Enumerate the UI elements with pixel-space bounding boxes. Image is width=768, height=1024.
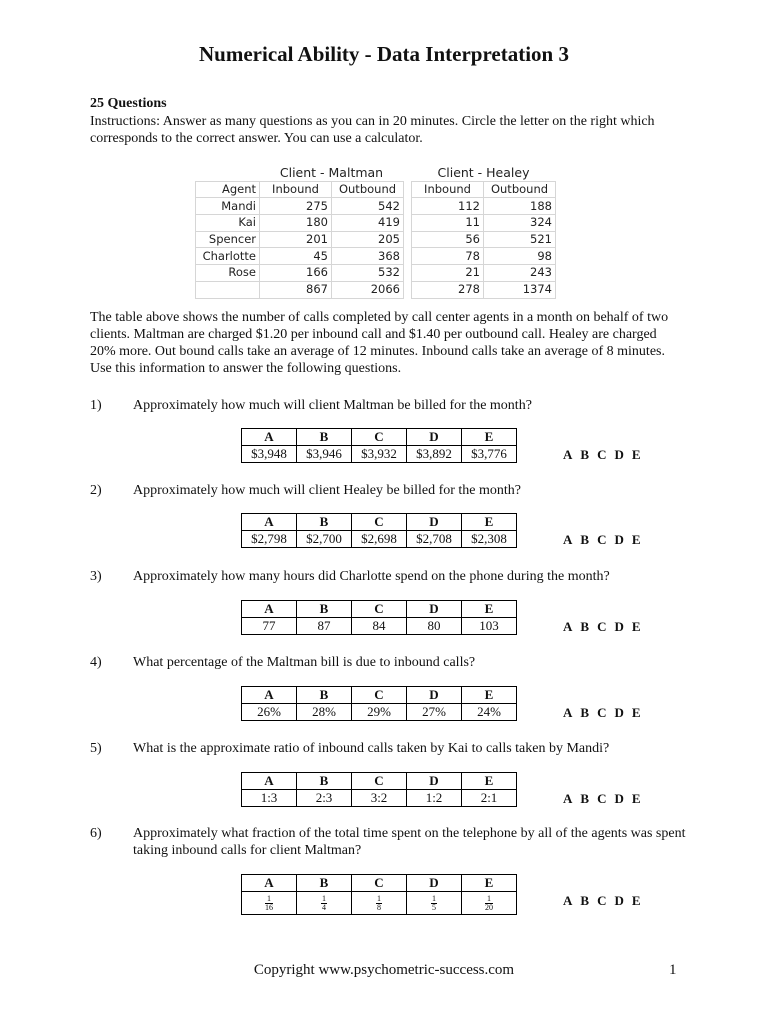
option-value: $3,932 xyxy=(352,446,407,463)
question-text: Approximately how much will client Maltman be billed for the month? xyxy=(133,398,532,413)
value-cell: 521 xyxy=(484,231,556,248)
option-letter: A xyxy=(242,601,297,618)
option-value xyxy=(407,892,462,915)
fraction-numerator: 1 xyxy=(432,893,436,903)
option-letter: D xyxy=(407,429,462,446)
fraction xyxy=(265,895,273,912)
question-number: 3) xyxy=(90,569,102,584)
option-letter: B xyxy=(297,875,352,892)
option-letter: B xyxy=(297,601,352,618)
fraction xyxy=(431,895,437,912)
option-letter: B xyxy=(297,773,352,790)
value-cell: 532 xyxy=(332,265,404,282)
value-cell: 243 xyxy=(484,265,556,282)
value-cell: 180 xyxy=(260,215,332,232)
question-text: Approximately how much will client Healey be billed for the month? xyxy=(133,483,522,498)
question-text: What is the approximate ratio of inbound calls taken by Kai to calls taken by Mandi? xyxy=(133,741,610,756)
answer-letter-c[interactable]: C xyxy=(597,893,607,908)
option-value: 27% xyxy=(407,704,462,721)
fraction-denominator: 5 xyxy=(432,902,436,912)
fraction-numerator: 1 xyxy=(322,893,326,903)
value-cell: 419 xyxy=(332,215,404,232)
option-value: $3,948 xyxy=(242,446,297,463)
option-value xyxy=(297,892,352,915)
answer-choice-letters xyxy=(563,619,649,635)
option-letter: C xyxy=(352,773,407,790)
option-value: $3,892 xyxy=(407,446,462,463)
option-value: 26% xyxy=(242,704,297,721)
option-letter: A xyxy=(242,429,297,446)
answer-letter-b[interactable]: B xyxy=(580,532,590,547)
option-letter: C xyxy=(352,514,407,531)
answer-letter-e[interactable]: E xyxy=(631,447,641,462)
question-number: 4) xyxy=(90,655,102,670)
answer-letter-d[interactable]: D xyxy=(614,532,624,547)
option-letter: E xyxy=(462,687,517,704)
answer-letter-b[interactable]: B xyxy=(580,791,590,806)
value-cell: 867 xyxy=(260,281,332,298)
footer-copyright: Copyright www.psychometric-success.com xyxy=(253,962,515,978)
value-cell: 45 xyxy=(260,248,332,265)
question-number: 2) xyxy=(90,483,102,498)
answer-letter-c[interactable]: C xyxy=(597,619,607,634)
value-cell: 98 xyxy=(484,248,556,265)
option-value: 24% xyxy=(462,704,517,721)
answer-choice-letters xyxy=(563,705,649,721)
option-value xyxy=(242,892,297,915)
value-cell: 1374 xyxy=(484,281,556,298)
value-cell: 368 xyxy=(332,248,404,265)
option-value: 1:3 xyxy=(242,790,297,807)
option-letter: D xyxy=(407,601,462,618)
option-letter: E xyxy=(462,773,517,790)
client-healey-heading: Client - Healey xyxy=(437,165,530,181)
answer-options-table xyxy=(241,600,517,635)
header-cell: Agent xyxy=(196,181,260,198)
fraction-numerator: 1 xyxy=(377,893,381,903)
answer-letter-d[interactable]: D xyxy=(614,619,624,634)
table-row xyxy=(196,198,556,215)
option-letter: B xyxy=(297,514,352,531)
answer-letter-d[interactable]: D xyxy=(614,447,624,462)
option-letter: C xyxy=(352,875,407,892)
table-description: The table above shows the number of calls completed by call center agents in a month on behalf of two clients. Maltman are charged $1.20 per inbound call and $1.40 per outbound call. Healey are charged 20% more. Out bound calls take an average of 12 minutes. Inbound calls take an average of 8 minutes. Use this information to answer the following questions. xyxy=(90,310,669,376)
answer-choice-letters xyxy=(563,532,649,548)
option-value xyxy=(352,892,407,915)
option-letter: D xyxy=(407,687,462,704)
answer-choice-letters xyxy=(563,893,649,909)
option-value: 1:2 xyxy=(407,790,462,807)
option-value: $2,708 xyxy=(407,531,462,548)
option-value: $3,776 xyxy=(462,446,517,463)
client-maltman-heading: Client - Maltman xyxy=(279,165,384,181)
answer-letter-a[interactable]: A xyxy=(563,619,573,634)
agent-cell xyxy=(196,281,260,298)
answer-options-table xyxy=(241,874,517,915)
page-number: 1 xyxy=(669,962,677,978)
answer-letter-a[interactable]: A xyxy=(563,893,573,908)
fraction-denominator: 20 xyxy=(485,902,493,912)
answer-letter-c[interactable]: C xyxy=(597,532,607,547)
page-title: Numerical Ability - Data Interpretation 3 xyxy=(199,42,569,66)
agent-cell: Mandi xyxy=(196,198,260,215)
answer-letter-a[interactable]: A xyxy=(563,532,573,547)
option-letter: E xyxy=(462,601,517,618)
option-value: 2:3 xyxy=(297,790,352,807)
value-cell: 56 xyxy=(412,231,484,248)
option-letter: B xyxy=(297,687,352,704)
agent-cell: Spencer xyxy=(196,231,260,248)
fraction-numerator: 1 xyxy=(267,893,271,903)
answer-options-table xyxy=(241,772,517,807)
answer-letter-b[interactable]: B xyxy=(580,705,590,720)
answer-letter-a[interactable]: A xyxy=(563,705,573,720)
agent-cell: Rose xyxy=(196,265,260,282)
question-number: 5) xyxy=(90,741,102,756)
fraction xyxy=(485,895,493,912)
answer-options-table xyxy=(241,428,517,463)
option-value: 28% xyxy=(297,704,352,721)
value-cell: 78 xyxy=(412,248,484,265)
agent-cell: Kai xyxy=(196,215,260,232)
answer-letter-e[interactable]: E xyxy=(631,619,641,634)
option-value: $3,946 xyxy=(297,446,352,463)
option-value: $2,698 xyxy=(352,531,407,548)
answer-options-table xyxy=(241,686,517,721)
answer-letter-e[interactable]: E xyxy=(631,532,641,547)
option-letter: A xyxy=(242,875,297,892)
header-cell: Inbound xyxy=(412,181,484,198)
option-letter: C xyxy=(352,601,407,618)
option-value xyxy=(462,892,517,915)
value-cell: 166 xyxy=(260,265,332,282)
answer-letter-d[interactable]: D xyxy=(614,791,624,806)
value-cell: 112 xyxy=(412,198,484,215)
option-letter: D xyxy=(407,875,462,892)
option-value: 2:1 xyxy=(462,790,517,807)
answer-choice-letters xyxy=(563,447,649,463)
value-cell: 188 xyxy=(484,198,556,215)
value-cell: 278 xyxy=(412,281,484,298)
option-value: $2,798 xyxy=(242,531,297,548)
option-value: 80 xyxy=(407,618,462,635)
fraction-numerator: 1 xyxy=(487,893,491,903)
table-row xyxy=(196,248,556,265)
table-header-row xyxy=(196,181,556,198)
answer-letter-e[interactable]: E xyxy=(631,705,641,720)
value-cell: 275 xyxy=(260,198,332,215)
agent-cell: Charlotte xyxy=(196,248,260,265)
value-cell: 11 xyxy=(412,215,484,232)
option-value: $2,308 xyxy=(462,531,517,548)
fraction xyxy=(321,895,327,912)
value-cell: 205 xyxy=(332,231,404,248)
answer-letter-b[interactable]: B xyxy=(580,893,590,908)
option-value: 103 xyxy=(462,618,517,635)
option-letter: A xyxy=(242,773,297,790)
header-cell: Outbound xyxy=(332,181,404,198)
option-value: 3:2 xyxy=(352,790,407,807)
answer-letter-d[interactable]: D xyxy=(614,705,624,720)
option-value: 87 xyxy=(297,618,352,635)
fraction-denominator: 8 xyxy=(377,902,381,912)
header-cell: Outbound xyxy=(484,181,556,198)
option-letter: E xyxy=(462,875,517,892)
answer-letter-a[interactable]: A xyxy=(563,791,573,806)
fraction-denominator: 16 xyxy=(265,902,273,912)
option-letter: D xyxy=(407,773,462,790)
answer-letter-a[interactable]: A xyxy=(563,447,573,462)
value-cell: 21 xyxy=(412,265,484,282)
question-text: What percentage of the Maltman bill is due to inbound calls? xyxy=(133,655,476,670)
option-letter: A xyxy=(242,514,297,531)
answer-letter-c[interactable]: C xyxy=(597,447,607,462)
question-text: Approximately how many hours did Charlotte spend on the phone during the month? xyxy=(133,569,610,584)
option-value: $2,700 xyxy=(297,531,352,548)
answer-letter-d[interactable]: D xyxy=(614,893,624,908)
question-number: 1) xyxy=(90,398,102,413)
table-row xyxy=(196,215,556,232)
question-number: 6) xyxy=(90,826,102,841)
option-letter: D xyxy=(407,514,462,531)
option-value: 77 xyxy=(242,618,297,635)
answer-letter-c[interactable]: C xyxy=(597,791,607,806)
totals-row xyxy=(196,281,556,298)
option-value: 84 xyxy=(352,618,407,635)
value-cell: 542 xyxy=(332,198,404,215)
option-letter: B xyxy=(297,429,352,446)
instructions: Instructions: Answer as many questions as you can in 20 minutes. Circle the letter on the right which corresponds to the correct answer. You can use a calculator. xyxy=(90,114,655,146)
answer-letter-b[interactable]: B xyxy=(580,447,590,462)
value-cell: 2066 xyxy=(332,281,404,298)
option-letter: E xyxy=(462,429,517,446)
option-letter: A xyxy=(242,687,297,704)
option-letter: E xyxy=(462,514,517,531)
answer-letter-e[interactable]: E xyxy=(631,893,641,908)
answer-letter-b[interactable]: B xyxy=(580,619,590,634)
question-count: 25 Questions xyxy=(90,96,167,111)
answer-options-table xyxy=(241,513,517,548)
table-row xyxy=(196,231,556,248)
answer-letter-c[interactable]: C xyxy=(597,705,607,720)
fraction xyxy=(376,895,382,912)
option-letter: C xyxy=(352,687,407,704)
calls-table xyxy=(195,165,556,299)
table-row xyxy=(196,265,556,282)
value-cell: 324 xyxy=(484,215,556,232)
answer-choice-letters xyxy=(563,791,649,807)
question-text: Approximately what fraction of the total time spent on the telephone by all of the agents was spent taking inbound calls for client Maltman? xyxy=(133,826,686,858)
option-value: 29% xyxy=(352,704,407,721)
answer-letter-e[interactable]: E xyxy=(631,791,641,806)
value-cell: 201 xyxy=(260,231,332,248)
fraction-denominator: 4 xyxy=(322,902,326,912)
header-cell: Inbound xyxy=(260,181,332,198)
option-letter: C xyxy=(352,429,407,446)
